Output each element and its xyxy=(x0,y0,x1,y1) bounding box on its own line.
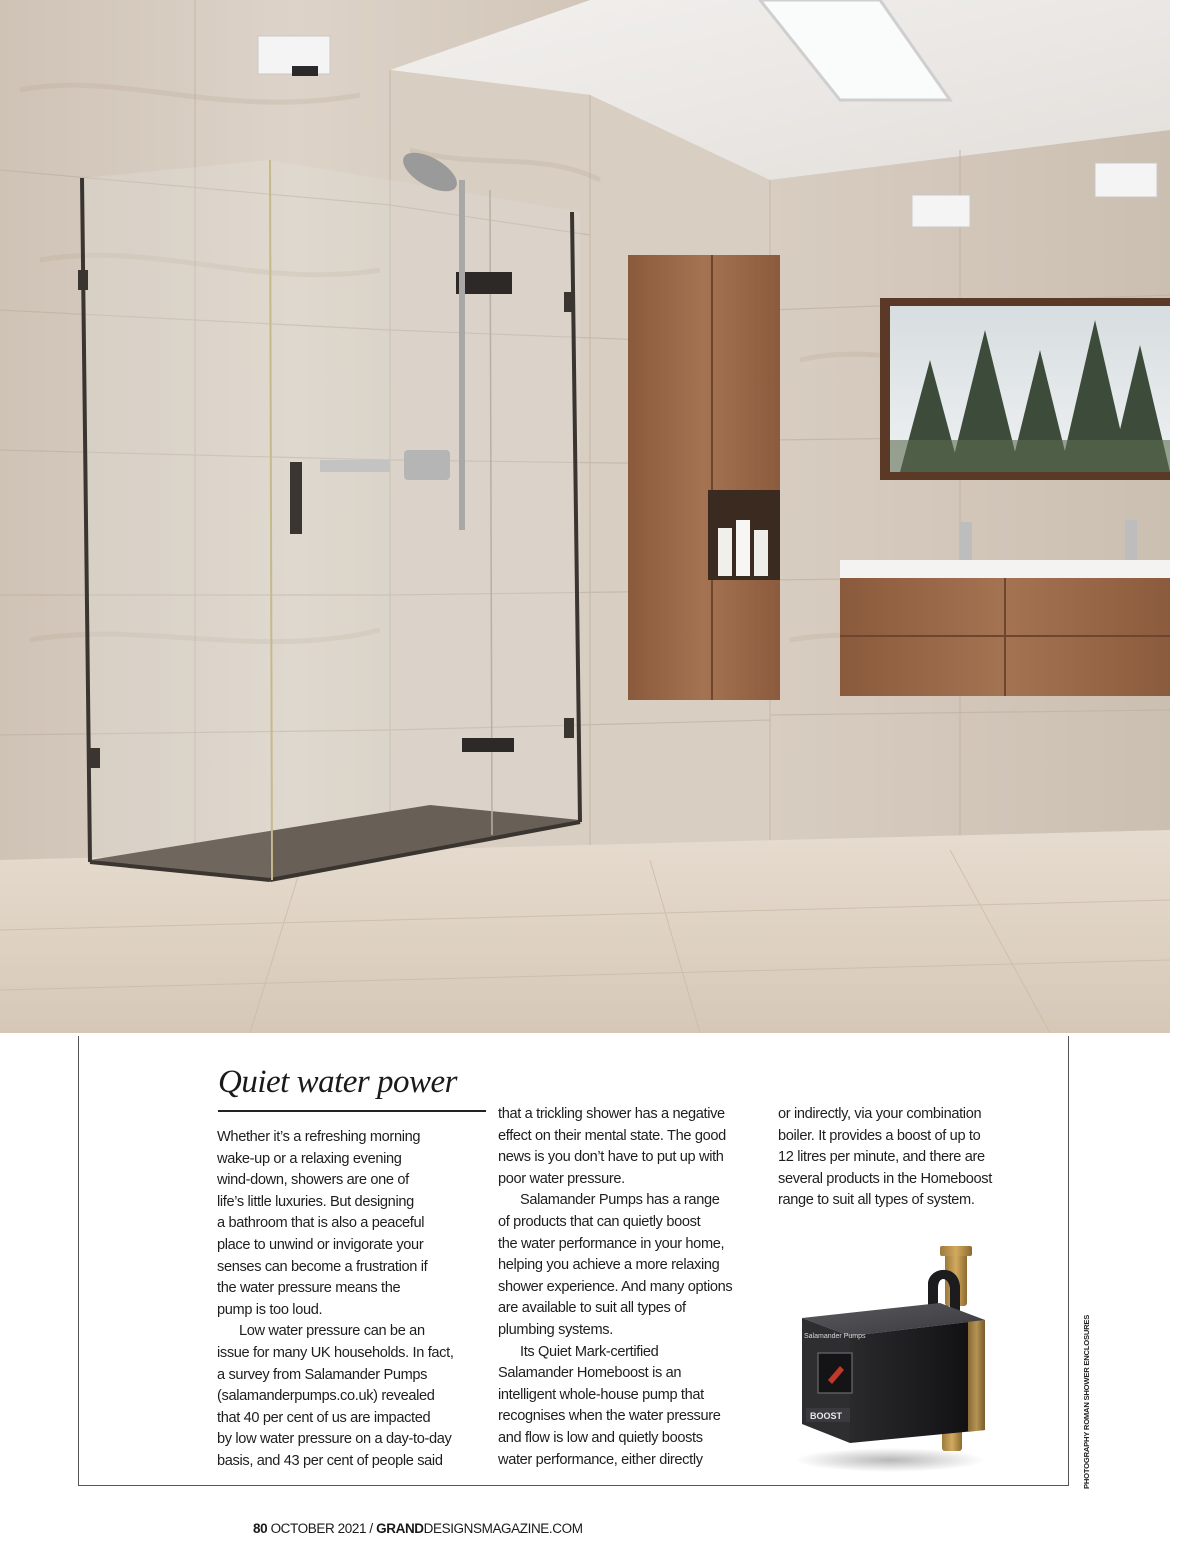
article-line: shower experience. And many options xyxy=(498,1278,733,1295)
article-line: Its Quiet Mark-certified xyxy=(520,1343,659,1360)
article-line: helping you achieve a more relaxing xyxy=(498,1257,720,1274)
article-line: Low water pressure can be an xyxy=(239,1323,425,1340)
pump-boost-label: BOOST xyxy=(810,1411,843,1421)
page-number: 80 xyxy=(253,1521,268,1536)
article-line: wind-down, showers are one of xyxy=(217,1172,409,1189)
article-line: recognises when the water pressure xyxy=(498,1408,721,1425)
pump-illustration xyxy=(790,1238,1010,1478)
article-frame-left-rule xyxy=(78,1036,79,1486)
article-line: Whether it’s a refreshing morning xyxy=(217,1129,421,1145)
headline-underline xyxy=(218,1110,486,1112)
article-line: and flow is low and quietly boosts xyxy=(498,1429,703,1446)
article-line: 12 litres per minute, and there are xyxy=(778,1149,985,1166)
article-line: a survey from Salamander Pumps xyxy=(217,1366,428,1383)
article-line: range to suit all types of system. xyxy=(778,1192,975,1209)
article-line: that a trickling shower has a negative xyxy=(498,1106,725,1122)
pump-brand-label: Salamander Pumps xyxy=(804,1333,866,1340)
magazine-brand-bold: GRAND xyxy=(376,1521,424,1536)
article-line: Salamander Homeboost is an xyxy=(498,1365,682,1382)
article-line: wake-up or a relaxing evening xyxy=(217,1150,402,1167)
article-line: poor water pressure. xyxy=(498,1170,625,1187)
issue-date: OCTOBER 2021 / xyxy=(270,1521,373,1536)
article-line: intelligent whole-house pump that xyxy=(498,1386,704,1403)
article-line: news is you don’t have to put up with xyxy=(498,1149,724,1166)
article-line: water performance, either directly xyxy=(498,1451,703,1468)
article-line: senses can become a frustration if xyxy=(217,1258,428,1275)
article-line: issue for many UK households. In fact, xyxy=(217,1344,454,1361)
article-line: several products in the Homeboost xyxy=(778,1170,992,1187)
article-line: life’s little luxuries. But designing xyxy=(217,1193,414,1210)
article-line: boiler. It provides a boost of up to xyxy=(778,1127,981,1144)
article-line: or indirectly, via your combination xyxy=(778,1106,982,1122)
article-line: effect on their mental state. The good xyxy=(498,1127,726,1144)
article-line: pump is too loud. xyxy=(217,1301,323,1318)
article-line: plumbing systems. xyxy=(498,1321,613,1338)
article-line: the water performance in your home, xyxy=(498,1235,725,1252)
article-line: basis, and 43 per cent of people said xyxy=(217,1452,443,1469)
article-line: by low water pressure on a day-to-day xyxy=(217,1431,452,1448)
article-line: (salamanderpumps.co.uk) revealed xyxy=(217,1388,435,1405)
article-column-3 xyxy=(778,1104,1046,1212)
article-frame-right-rule xyxy=(1068,1036,1069,1486)
page-footer xyxy=(253,1521,583,1536)
article-column-2 xyxy=(498,1104,766,1471)
article-frame-bottom-rule xyxy=(78,1485,1069,1486)
article-column-1 xyxy=(217,1127,485,1473)
photo-credit-text: PHOTOGRAPHY ROMAN SHOWER ENCLOSURES xyxy=(1082,1314,1091,1489)
magazine-brand-rest: DESIGNSMAGAZINE.COM xyxy=(423,1521,583,1536)
article-line: are available to suit all types of xyxy=(498,1300,686,1317)
article-line: Salamander Pumps has a range xyxy=(520,1192,720,1209)
article-line: a bathroom that is also a peaceful xyxy=(217,1215,425,1232)
photo-credit xyxy=(1082,1314,1096,1489)
article-line: that 40 per cent of us are impacted xyxy=(217,1409,431,1426)
article-line: of products that can quietly boost xyxy=(498,1213,701,1230)
article-line: the water pressure means the xyxy=(217,1280,401,1297)
article-headline: Quiet water power xyxy=(218,1064,457,1100)
article-line: place to unwind or invigorate your xyxy=(217,1236,424,1253)
homeboost-pump-image xyxy=(790,1238,1010,1478)
